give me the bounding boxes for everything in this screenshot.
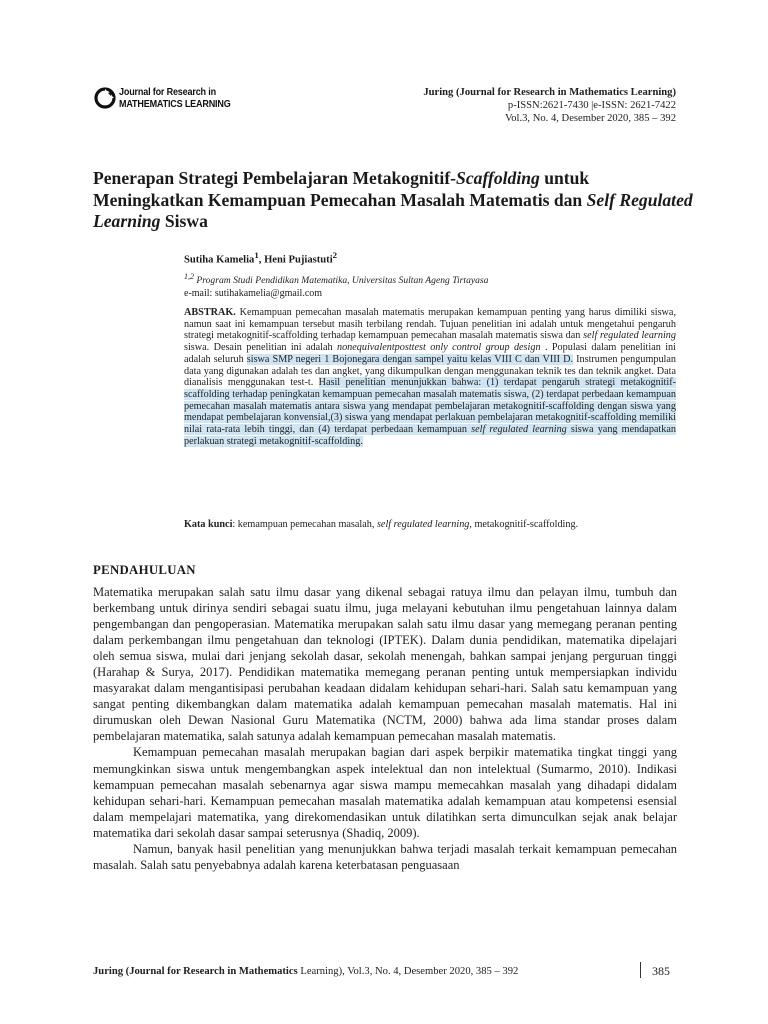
keywords-text: , metakognitif-scaffolding.: [469, 519, 579, 530]
journal-issn: p-ISSN:2621-7430 |e-ISSN: 2621-7422: [507, 100, 676, 111]
abstract-highlight: Hasil penelitian menunjukkan bahwa: (1) terdapat pengaruh strategi metakognitif-scaffolding terhadap peningkatan kemampuan pemecahan masalah matematis siswa, (2) terdapat perbedaan kemampuan pemecahan masalah matematis antara siswa yang mendapat pembelajaran metakognitif-scaffolding dengan siswa yang mendapat pembelajaran konvensial,(3) siswa yang mendapat perlakuan pembelajaran metakognitif-scaffolding memiliki nilai rata-rata lebih tinggi, dan (4) terdapat perbedaan kemampuan: [184, 377, 676, 436]
keywords-text: : kemampuan pemecahan masalah,: [232, 519, 377, 530]
keywords-italic: self regulated learning: [376, 519, 470, 530]
abstract-highlight: siswa yang mendapatkan perlakuan strategi metakognitif-scaffolding.: [184, 424, 676, 447]
abstract-text: Kemampuan pemecahan masalah matematis merupakan kemampuan penting yang harus dimiliki siswa, namun saat ini kemampuan tersebut masih terbilang rendah. Tujuan penelitian ini adalah untuk mengetahui pengaruh strategi metakognitif-scaffolding terhadap kemampuan pemecahan masalah matematis siswa dan: [184, 307, 676, 342]
journal-logo: [94, 86, 244, 114]
section-heading: PENDAHULUAN: [93, 563, 196, 577]
title-part: untuk Meningkatkan Kemampuan Pemecahan Masalah Matematis dan: [93, 168, 590, 210]
title-part: Penerapan Strategi Pembelajaran Metakognitif-: [93, 168, 457, 188]
footer-journal-normal: Learning: [300, 966, 339, 977]
journal-name: Juring (Journal for Research in Mathematics Learning): [423, 87, 676, 98]
paragraph: Kemampuan pemecahan masalah merupakan bagian dari aspek berpikir matematika tingkat tinggi yang memungkinkan siswa untuk mengembangkan aspek intelektual dan non intelektual (Sumarmo, 2010). Indikasi kemampuan pemecahan masalah sebenarnya agar siswa mampu memecahkan masalah yang dihadapi didalam kehidupan sehari-hari. Kemampuan pemecahan masalah matematika adalah kemampuan atau kompetensi esensial dalam mempelajari matematika, yang direkomendasikan untuk dilatihkan serta dimunculkan sejak anak belajar matematika dari sekolah dasar sampai seterusnya (Shadiq, 2009).: [93, 745, 677, 840]
author-email: e-mail: sutihakamelia@gmail.com: [184, 288, 323, 299]
abstract-highlight: siswa SMP negeri 1 Bojonegara dengan sampel yaitu kelas VIII C dan VIII D.: [246, 353, 574, 365]
journal-volume: Vol.3, No. 4, Desember 2020, 385 – 392: [504, 113, 676, 124]
abstract-text: siswa. Desain penelitian ini adalah: [184, 342, 337, 354]
author-sup: 2: [332, 250, 338, 260]
journal-logo-text: [119, 86, 231, 110]
title-part: Siswa: [160, 211, 208, 231]
body-text: [93, 584, 677, 873]
affiliation-sup: 1,2: [184, 272, 194, 281]
page-footer: [93, 966, 518, 977]
paper-title: [93, 168, 693, 233]
author-separator: ,: [258, 254, 265, 266]
abstract-italic: nonequivalentposttest only control group design: [336, 342, 541, 354]
page-number: 385: [652, 964, 670, 978]
abstract-text: . Populasi dalam penelitian ini adalah seluruh: [184, 342, 676, 365]
title-italic: Self Regulated Learning: [93, 189, 693, 231]
abstract-italic: self regulated learning: [583, 330, 676, 342]
abstract-text: Instrumen pengumpulan data yang digunakan adalah tes dan angket, yang dikumpulkan dengan menggunakan teknik tes dan teknik angket. Data dianalisis menggunakan test-t.: [184, 353, 677, 389]
affiliation-text: Program Studi Pendidikan Matematika, Universitas Sultan Ageng Tirtayasa: [194, 275, 489, 287]
keywords-label: Kata kunci: [184, 519, 233, 530]
title-italic: Scaffolding: [456, 168, 540, 188]
logo-line-1: Journal for Research in: [119, 86, 216, 98]
footer-divider: [640, 962, 641, 978]
footer-citation: ), Vol.3, No. 4, Desember 2020, 385 – 392: [338, 966, 519, 977]
keywords: [184, 519, 676, 531]
paragraph: Matematika merupakan salah satu ilmu dasar yang dikenal sebagai ratuya ilmu dan pelayan ilmu, tumbuh dan berkembang untuk dirinya sendiri sebagai suatu ilmu, juga melayani kebutuhan ilmu pengetahuan lainnya dalam pengembangan dan pengoperasian. Matematika merupakan salah satu ilmu dasar yang memegang peranan penting dalam perkembangan ilmu pengetahuan dan teknologi (IPTEK). Dalam dunia pendidikan, matematika dipelajari oleh semua siswa, mulai dari jenjang sekolah dasar, sekolah menengah, bahkan sampai jenjang perguruan tinggi (Harahap & Surya, 2017). Pendidikan matematika memegang peranan penting untuk mempersiapkan individu masyarakat dalam mengantisipasi perubahan keadaan didalam kehidupan sehari-hari. Salah satu kemampuan yang sangat penting dikembangkan dalam matematika adalah kemampuan pemecahan masalah matematis. Hal ini dirumuskan oleh Dewan Nasional Guru Matematika (NCTM, 2000) bahwa ada lima standar proses dalam pembelajaran matematika, salah satunya adalah kemampuan pemecahan masalah matematis.: [93, 585, 677, 744]
abstract-label: ABSTRAK.: [184, 307, 236, 318]
paragraph: Namun, banyak hasil penelitian yang menunjukkan bahwa terjadi masalah terkait kemampuan pemecahan masalah. Salah satu penyebabnya adalah karena keterbatasan penguasaan: [93, 841, 677, 872]
abstract-highlight-italic: self regulated learning: [471, 424, 567, 436]
logo-line-2: MATHEMATICS LEARNING: [119, 98, 231, 110]
author-sup: 1: [254, 250, 259, 260]
author-name: Heni Pujiastuti: [264, 254, 333, 266]
abstract: [184, 307, 676, 448]
author-name: Sutiha Kamelia: [184, 254, 255, 266]
journal-logo-icon: [94, 87, 116, 109]
journal-meta: [423, 86, 676, 125]
authors: [184, 250, 337, 266]
footer-journal-bold: Juring (Journal for Research in Mathematics: [93, 966, 301, 977]
affiliation: [184, 272, 488, 286]
